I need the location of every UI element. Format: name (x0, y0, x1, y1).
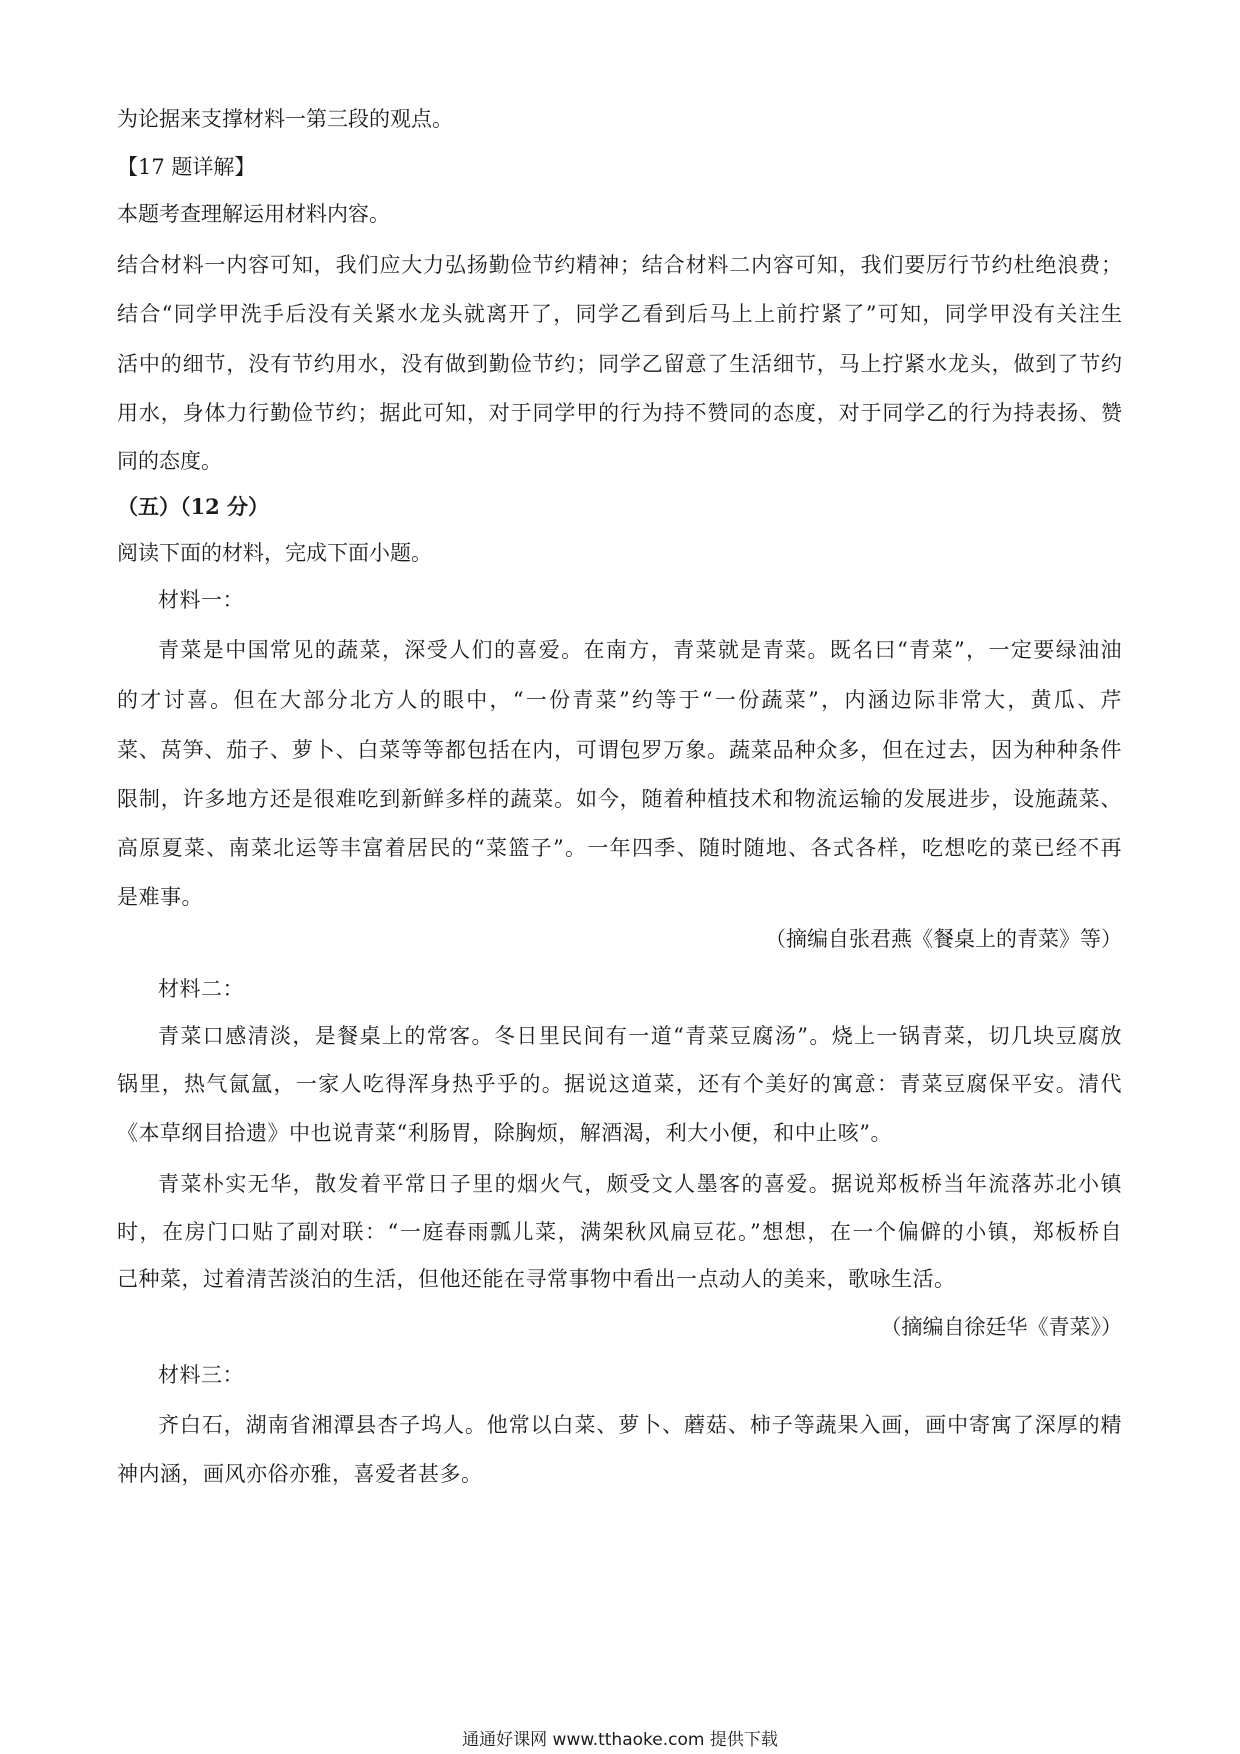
paragraph-line: 用水，身体力行勤俭节约；据此可知，对于同学甲的行为持不赞同的态度，对于同学乙的行为持表扬、赞 (117, 401, 1122, 425)
section-title: （五）（12 分） (117, 494, 270, 519)
material-line: 青菜朴实无华，散发着平常日子里的烟火气，颇受文人墨客的喜爱。据说郑板桥当年流落苏北小镇 (158, 1172, 1122, 1196)
section-instruction: 阅读下面的材料，完成下面小题。 (117, 541, 432, 565)
material-source: （摘编自张君燕《餐桌上的青菜》等） (765, 927, 1122, 951)
paragraph-line: 结合材料一内容可知，我们应大力弘扬勤俭节约精神；结合材料二内容可知，我们要厉行节约杜绝浪费； (117, 253, 1122, 277)
paragraph-line: 同的态度。 (117, 449, 222, 473)
material-line: 是难事。 (117, 885, 203, 909)
material-line: 菜、莴笋、茄子、萝卜、白菜等等都包括在内，可谓包罗万象。蔬菜品种众多，但在过去，因为种种条件 (117, 738, 1122, 762)
material-label: 材料二： (158, 977, 244, 1001)
paragraph-line: 本题考查理解运用材料内容。 (117, 202, 390, 226)
material-label: 材料一： (158, 588, 244, 612)
material-line: 青菜是中国常见的蔬菜，深受人们的喜爱。在南方，青菜就是青菜。既名曰“青菜”，一定要绿油油 (158, 638, 1122, 662)
material-line: 《本草纲目拾遗》中也说青菜“利肠胃，除胸烦，解酒渴，利大小便，和中止咳”。 (117, 1121, 892, 1145)
answer-heading: 【17 题详解】 (117, 155, 256, 179)
material-line: 的才讨喜。但在大部分北方人的眼中，“一份青菜”约等于“一份蔬菜”，内涵边际非常大，黄瓜、芹 (117, 688, 1122, 712)
material-source: （摘编自徐廷华《青菜》） (880, 1315, 1122, 1339)
material-line: 己种菜，过着清苦淡泊的生活，但他还能在寻常事物中看出一点动人的美来，歌咏生活。 (117, 1267, 956, 1291)
page-footer: 通通好课网 www.tthaoke.com 提供下载 (462, 1730, 778, 1750)
material-line: 神内涵，画风亦俗亦雅，喜爱者甚多。 (117, 1462, 483, 1486)
paragraph-line: 活中的细节，没有节约用水，没有做到勤俭节约；同学乙留意了生活细节，马上拧紧水龙头，做到了节约 (117, 352, 1122, 376)
material-line: 青菜口感清淡，是餐桌上的常客。冬日里民间有一道“青菜豆腐汤”。烧上一锅青菜，切几块豆腐放 (158, 1024, 1122, 1048)
material-line: 限制，许多地方还是很难吃到新鲜多样的蔬菜。如今，随着种植技术和物流运输的发展进步，设施蔬菜、 (117, 787, 1122, 811)
material-line: 时，在房门口贴了副对联：“一庭春雨瓢儿菜，满架秋风扁豆花。”想想，在一个偏僻的小镇，郑板桥自 (117, 1220, 1122, 1244)
paragraph-line: 结合“同学甲洗手后没有关紧水龙头就离开了，同学乙看到后马上上前拧紧了”可知，同学甲没有关注生 (117, 302, 1122, 326)
material-label: 材料三： (158, 1363, 244, 1387)
paragraph-line: 为论据来支撑材料一第三段的观点。 (117, 107, 453, 131)
material-line: 锅里，热气氤氲，一家人吃得浑身热乎乎的。据说这道菜，还有个美好的寓意：青菜豆腐保平安。清代 (117, 1072, 1122, 1096)
material-line: 齐白石，湖南省湘潭县杏子坞人。他常以白菜、萝卜、蘑菇、柿子等蔬果入画，画中寄寓了深厚的精 (158, 1413, 1122, 1437)
material-line: 高原夏菜、南菜北运等丰富着居民的“菜篮子”。一年四季、随时随地、各式各样，吃想吃的菜已经不再 (117, 836, 1122, 860)
